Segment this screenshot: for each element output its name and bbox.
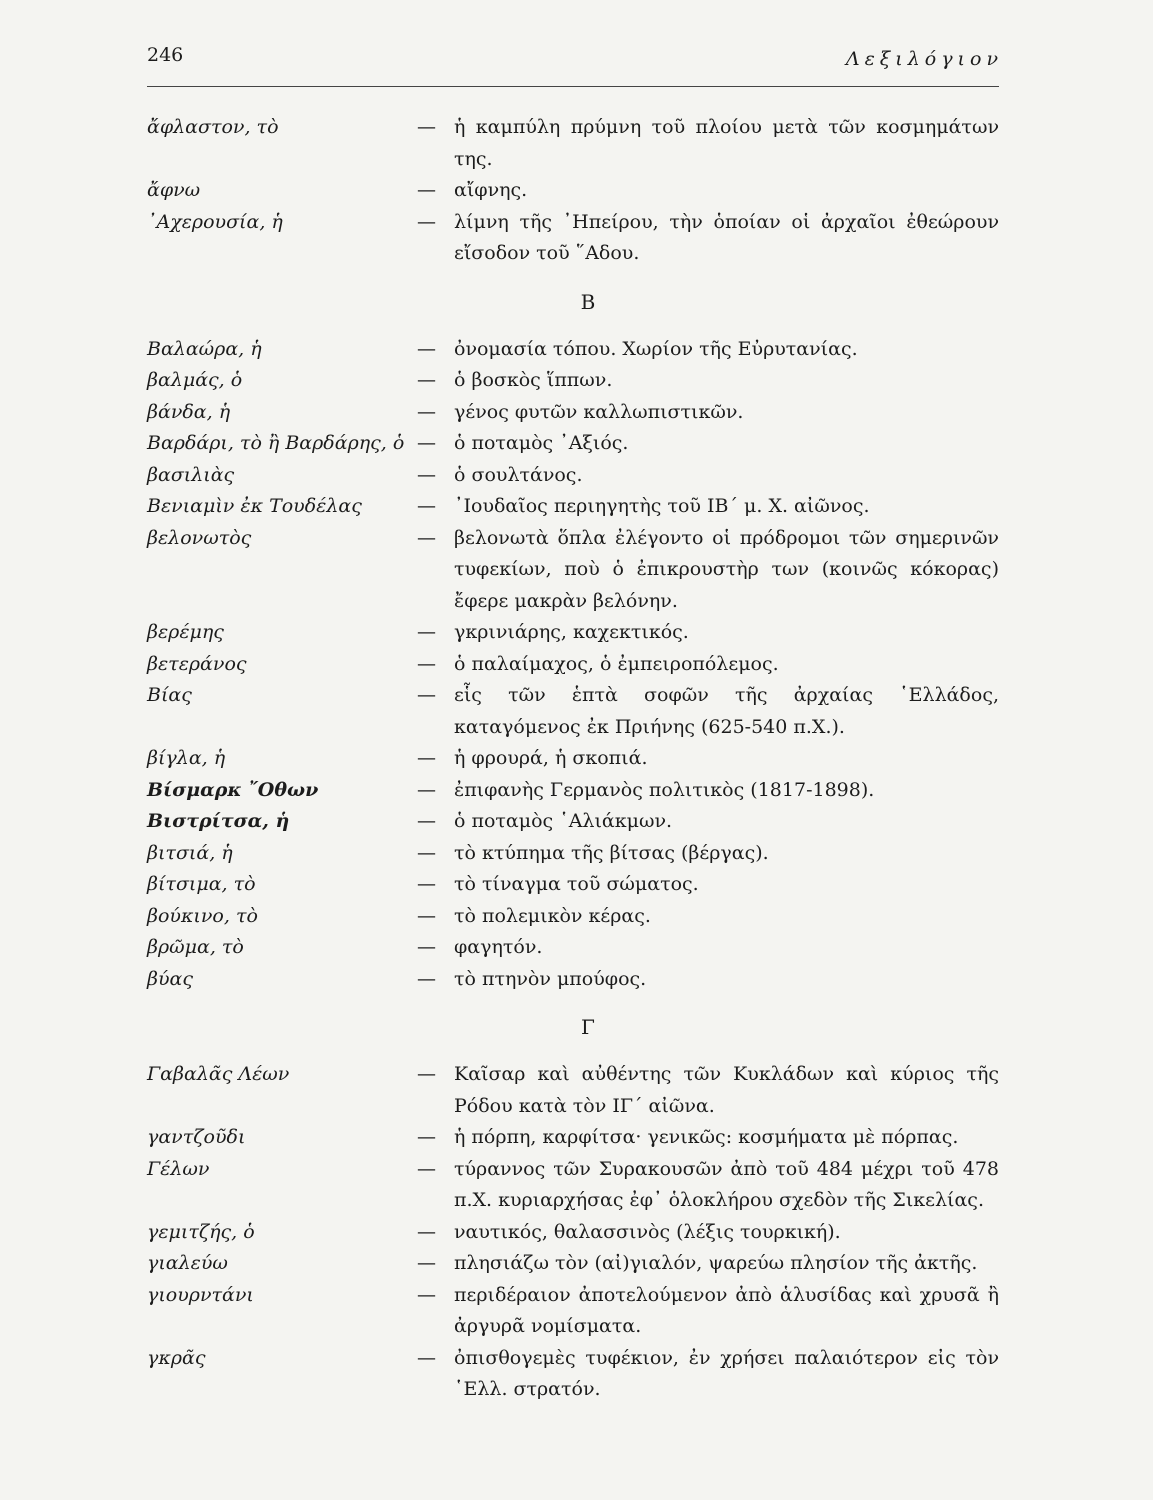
definition: περιδέραιον ἀποτελούμενον ἀπὸ ἁλυσίδας καὶ χρυσᾶ ἢ ἀργυρᾶ νομίσματα. <box>454 1283 999 1337</box>
headword: βερέμης <box>147 621 224 643</box>
definition: ἡ πόρπη, καρφίτσα· γενικῶς: κοσμήματα μὲ πόρπας. <box>454 1126 959 1148</box>
glossary-entry <box>147 617 999 649</box>
em-dash-separator: — <box>417 179 436 201</box>
definition: Καῖσαρ καὶ αὐθέντης τῶν Κυκλάδων καὶ κύριος τῆς Ρόδου κατὰ τὸν ΙΓ΄ αἰῶνα. <box>454 1063 999 1117</box>
definition: λίμνη τῆς ᾿Ηπείρου, τὴν ὁποίαν οἱ ἀρχαῖοι ἐθεώρουν εἴσοδον τοῦ ῞Αδου. <box>454 210 999 264</box>
header-rule <box>147 86 999 87</box>
definition: ὁ παλαίμαχος, ὁ ἐμπειροπόλεμος. <box>454 652 779 675</box>
em-dash-separator: — <box>417 400 436 423</box>
em-dash-separator: — <box>417 1252 436 1274</box>
glossary-entry <box>147 175 999 207</box>
glossary-entry <box>147 207 999 270</box>
em-dash-separator: — <box>417 652 436 675</box>
em-dash-separator: — <box>417 841 436 864</box>
glossary-entry <box>147 1248 999 1280</box>
definition: πλησιάζω τὸν (αἰ)γιαλόν, ψαρεύω πλησίον τῆς ἀκτῆς. <box>454 1252 978 1274</box>
glossary-entries <box>147 112 999 1406</box>
headword: Βίας <box>147 684 192 706</box>
glossary-entry <box>147 901 999 933</box>
definition: αἴφνης. <box>454 179 528 201</box>
em-dash-separator: — <box>417 1126 436 1148</box>
headword: Βιστρίτσα, ἡ <box>147 810 290 832</box>
definition: τὸ πτηνὸν μπούφος. <box>454 967 647 990</box>
definition: ἡ καμπύλη πρύμνη τοῦ πλοίου μετὰ τῶν κοσμημάτων της. <box>454 116 999 170</box>
em-dash-separator: — <box>417 1283 436 1306</box>
glossary-entry <box>147 365 999 397</box>
glossary-entry <box>147 1343 999 1406</box>
em-dash-separator: — <box>417 210 436 233</box>
em-dash-separator: — <box>417 747 436 769</box>
glossary-entry <box>147 775 999 807</box>
definition: γένος φυτῶν καλλωπιστικῶν. <box>454 400 744 423</box>
definition: ναυτικός, θαλασσινὸς (λέξις τουρκική). <box>454 1220 841 1243</box>
headword: γκρᾶς <box>147 1346 206 1369</box>
headword: γαντζοῦδι <box>147 1126 246 1148</box>
em-dash-separator: — <box>417 432 436 454</box>
glossary-entry <box>147 460 999 492</box>
glossary-entry <box>147 334 999 366</box>
headword: βίτσιμα, τὸ <box>147 873 256 895</box>
glossary-entry <box>147 1217 999 1249</box>
running-title: Λεξιλόγιον <box>845 48 1003 70</box>
headword: βρῶμα, τὸ <box>147 936 244 958</box>
headword: βάνδα, ἡ <box>147 400 231 423</box>
em-dash-separator: — <box>417 463 436 486</box>
headword: βασιλιὰς <box>147 463 235 486</box>
em-dash-separator: — <box>417 1063 436 1085</box>
glossary-entry <box>147 806 999 838</box>
glossary-entry <box>147 1154 999 1217</box>
headword: βαλμάς, ὁ <box>147 369 243 391</box>
headword: Γαβαλᾶς Λέων <box>147 1063 290 1085</box>
definition: ὁ ποταμὸς ᾿Αξιός. <box>454 432 629 454</box>
definition: ὁ σουλτάνος. <box>454 463 583 486</box>
em-dash-separator: — <box>417 873 436 895</box>
headword: ἄφλαστον, τὸ <box>147 116 279 138</box>
em-dash-separator: — <box>417 684 436 706</box>
definition: φαγητόν. <box>454 936 543 958</box>
glossary-entry <box>147 649 999 681</box>
em-dash-separator: — <box>417 621 436 643</box>
glossary-entry <box>147 838 999 870</box>
definition: ἐπιφανὴς Γερμανὸς πολιτικὸς (1817-1898). <box>454 778 875 801</box>
em-dash-separator: — <box>417 116 436 138</box>
headword: γιαλεύω <box>147 1252 228 1274</box>
em-dash-separator: — <box>417 1346 436 1369</box>
glossary-entry <box>147 523 999 618</box>
em-dash-separator: — <box>417 369 436 391</box>
headword: Βενιαμὶν ἐκ Τουδέλας <box>147 495 362 517</box>
glossary-entry <box>147 428 999 460</box>
headword: βελονωτὸς <box>147 526 252 549</box>
headword: Βίσμαρκ ῎Οθων <box>147 778 319 801</box>
headword: Γέλων <box>147 1157 210 1180</box>
definition: εἷς τῶν ἑπτὰ σοφῶν τῆς ἀρχαίας ῾Ελλάδος, καταγόμενος ἐκ Πριήνης (625-540 π.Χ.). <box>454 684 999 738</box>
definition: ᾿Ιουδαῖος περιηγητὴς τοῦ ΙΒ΄ μ. Χ. αἰῶνος. <box>454 495 870 517</box>
em-dash-separator: — <box>417 778 436 801</box>
section-letter: Β <box>580 289 596 314</box>
headword: Βαρδάρι, τὸ ἢ Βαρδάρης, ὁ <box>147 432 405 454</box>
em-dash-separator: — <box>417 810 436 832</box>
em-dash-separator: — <box>417 904 436 927</box>
definition: βελονωτὰ ὅπλα ἐλέγοντο οἱ πρόδρομοι τῶν σημερινῶν τυφεκίων, ποὺ ὁ ἐπικρουστὴρ των (κοινῶς κόκορας) ἔφερε μακρὰν βελόνην. <box>454 526 999 612</box>
section-letter: Γ <box>581 1015 595 1039</box>
definition: τὸ κτύπημα τῆς βίτσας (βέργας). <box>454 841 769 864</box>
definition: ὁ βοσκὸς ἵππων. <box>454 369 613 391</box>
headword: βιτσιά, ἡ <box>147 841 233 864</box>
glossary-entry <box>147 1122 999 1154</box>
definition: τὸ τίναγμα τοῦ σώματος. <box>454 873 699 895</box>
glossary-entry <box>147 491 999 523</box>
headword: ᾿Αχερουσία, ἡ <box>147 210 283 233</box>
glossary-entry <box>147 964 999 996</box>
glossary-entry <box>147 397 999 429</box>
glossary-entry <box>147 869 999 901</box>
definition: γκρινιάρης, καχεκτικός. <box>454 621 689 643</box>
headword: βύας <box>147 967 194 990</box>
headword: βετεράνος <box>147 652 247 675</box>
glossary-entry <box>147 112 999 175</box>
headword: γεμιτζής, ὁ <box>147 1220 255 1243</box>
em-dash-separator: — <box>417 1157 436 1180</box>
em-dash-separator: — <box>417 495 436 517</box>
page-number: 246 <box>147 44 184 66</box>
glossary-entry <box>147 932 999 964</box>
headword: Βαλαώρα, ἡ <box>147 337 262 360</box>
definition: ὀνομασία τόπου. Χωρίον τῆς Εὐρυτανίας. <box>454 337 858 360</box>
definition: ὀπισθογεμὲς τυφέκιον, ἐν χρήσει παλαιότερον εἰς τὸν ῾Ελλ. στρατόν. <box>454 1346 999 1400</box>
em-dash-separator: — <box>417 967 436 990</box>
glossary-entry <box>147 1280 999 1343</box>
headword: βίγλα, ἡ <box>147 747 226 769</box>
glossary-entry <box>147 680 999 743</box>
definition: τύραννος τῶν Συρακουσῶν ἀπὸ τοῦ 484 μέχρι τοῦ 478 π.Χ. κυριαρχήσας ἐφ᾿ ὁλοκλήρου σχεδὸν τῆς Σικελίας. <box>454 1157 999 1211</box>
em-dash-separator: — <box>417 337 436 360</box>
headword: βούκινο, τὸ <box>147 904 258 927</box>
definition: τὸ πολεμικὸν κέρας. <box>454 904 651 927</box>
glossary-entry <box>147 743 999 775</box>
glossary-entry <box>147 1059 999 1122</box>
definition: ὁ ποταμὸς ῾Αλιάκμων. <box>454 810 673 832</box>
em-dash-separator: — <box>417 1220 436 1243</box>
definition: ἡ φρουρά, ἡ σκοπιά. <box>454 747 648 769</box>
em-dash-separator: — <box>417 936 436 958</box>
headword: ἄφνω <box>147 179 201 201</box>
em-dash-separator: — <box>417 526 436 549</box>
headword: γιουρντάνι <box>147 1283 254 1306</box>
